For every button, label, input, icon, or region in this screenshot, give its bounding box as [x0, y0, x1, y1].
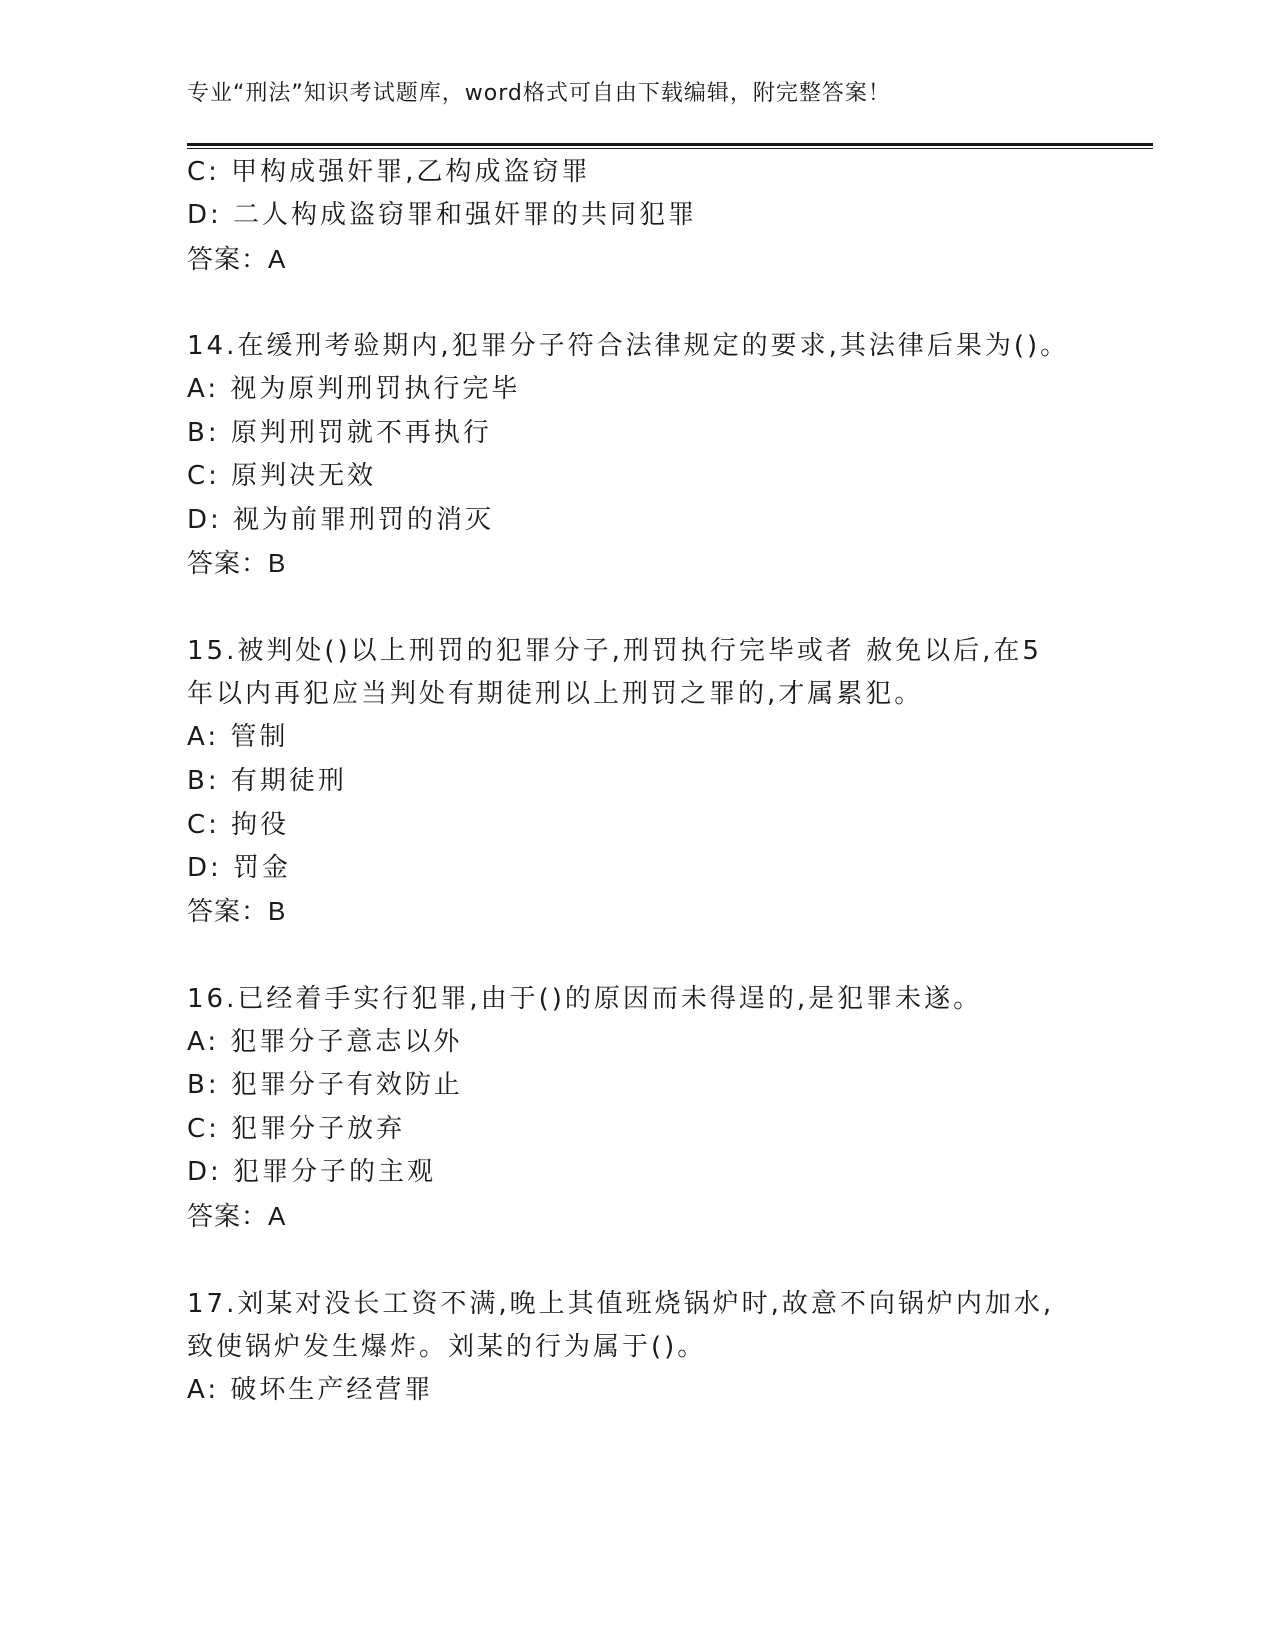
question-14-stem: 14.在缓刑考验期内,犯罪分子符合法律规定的要求,其法律后果为()。: [187, 331, 1070, 361]
header-divider: [187, 143, 1153, 149]
question-15-option-a: A: 管制: [187, 722, 289, 752]
question-14-option-d: D: 视为前罪刑罚的消灭: [187, 505, 495, 535]
option-c: C: 甲构成强奸罪,乙构成盗窃罪: [187, 157, 591, 187]
question-14-option-b: B: 原判刑罚就不再执行: [187, 418, 492, 448]
question-14-option-a: A: 视为原判刑罚执行完毕: [187, 374, 521, 404]
question-16-option-c: C: 犯罪分子放弃: [187, 1114, 406, 1144]
question-16-option-a: A: 犯罪分子意志以外: [187, 1027, 463, 1057]
question-15-stem-line-1: 15.被判处()以上刑罚的犯罪分子,刑罚执行完毕或者 赦免以后,在5: [187, 636, 1042, 666]
question-15-option-d: D: 罚金: [187, 853, 292, 883]
question-15-answer: 答案：B: [187, 896, 287, 926]
question-17-stem-line-2: 致使锅炉发生爆炸。刘某的行为属于()。: [187, 1332, 707, 1362]
page-header: 专业“刑法”知识考试题库，word格式可自由下载编辑，附完整答案！: [187, 81, 891, 106]
question-16-stem: 16.已经着手实行犯罪,由于()的原因而未得逞的,是犯罪未遂。: [187, 984, 983, 1014]
question-15-option-c: C: 拘役: [187, 810, 290, 840]
question-15-option-b: B: 有期徒刑: [187, 766, 347, 796]
question-14-option-c: C: 原判决无效: [187, 461, 377, 491]
question-15-stem-line-2: 年以内再犯应当判处有期徒刑以上刑罚之罪的,才属累犯。: [187, 679, 924, 709]
option-d: D: 二人构成盗窃罪和强奸罪的共同犯罪: [187, 200, 698, 230]
question-16-option-d: D: 犯罪分子的主观: [187, 1157, 437, 1187]
question-17-stem-line-1: 17.刘某对没长工资不满,晚上其值班烧锅炉时,故意不向锅炉内加水,: [187, 1289, 1055, 1319]
question-17-option-a: A: 破坏生产经营罪: [187, 1375, 434, 1405]
question-14-answer: 答案：B: [187, 548, 287, 578]
question-16-option-b: B: 犯罪分子有效防止: [187, 1070, 463, 1100]
answer-line: 答案：A: [187, 244, 287, 274]
question-16-answer: 答案：A: [187, 1201, 287, 1231]
